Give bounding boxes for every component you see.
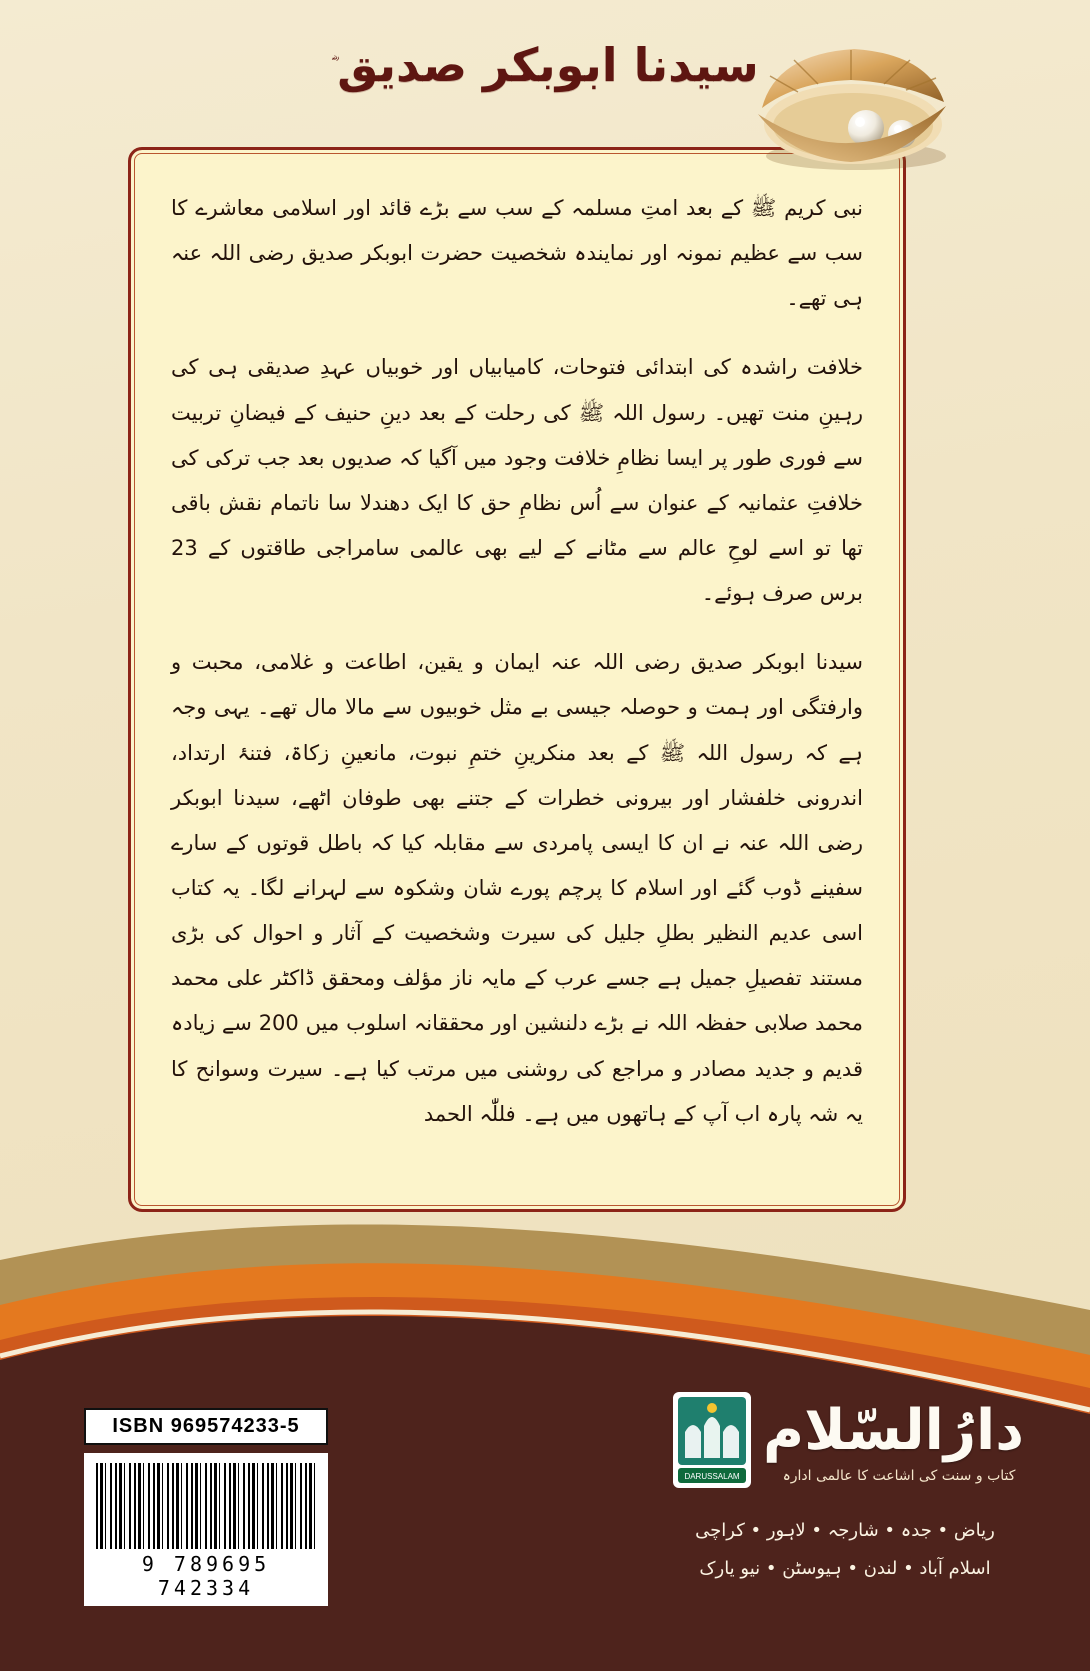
blurb-paragraph: خلافت راشدہ کی ابتدائی فتوحات، کامیابیاں اور خوبیاں عہدِ صدیقی ہی کی رہینِ منت تھیں۔ رسول اللہ ﷺ کی رحلت کے بعد دینِ حنیف کے فیضانِ تربیت سے فوری طور پر ایسا نظامِ خلافت وجود میں آگیا کہ صدیوں بعد جب ترکی کی خلافتِ عثمانیہ کے عنوان سے اُس نظامِ حق کا ایک دھندلا سا ناتمام نقش باقی تھا تو اسے لوحِ عالم سے مٹانے کے لیے بھی عالمی سامراجی طاقتوں کے 23 برس صرف ہوئے۔ [171,355,863,606]
isbn-block [84,1408,328,1606]
barcode [84,1453,328,1606]
blurb-paragraph: نبی کریم ﷺ کے بعد امتِ مسلمہ کے سب سے بڑے قائد اور اسلامی معاشرے کا سب سے عظیم نمونہ اور نمایندہ شخصیت حضرت ابوبکر صدیق رضی اللہ عنہ ہی تھے۔ [171,196,863,311]
barcode-number: 9 789695 742334 [96,1549,316,1602]
cities-line-2: اسلام آباد • لندن • ہیوسٹن • نیو یارک [699,1557,991,1579]
barcode-bars [96,1463,316,1549]
isbn-label: ISBN 969574233-5 [84,1408,328,1445]
publisher-tagline: کتاب و سنت کی اشاعت کا عالمی ادارہ [782,1467,1016,1484]
logo-text: DARUSSALAM [684,1472,740,1481]
oyster-pearls-icon [748,44,954,176]
blurb-box [128,147,906,1212]
publisher-name: دارُالسّلام [763,1398,1024,1463]
publisher-cities [660,1512,1030,1588]
blurb-paragraph: سیدنا ابوبکر صدیق رضی اللہ عنہ ایمان و یقین، اطاعت و غلامی، محبت و وارفتگی اور ہمت و حوصلہ جیسی بے مثل خوبیوں سے مالا مال تھے۔ یہی وجہ ہے کہ رسول اللہ ﷺ کے بعد منکرینِ ختمِ نبوت، مانعینِ زکاۃ، فتنۂ ارتداد، اندرونی خلفشار اور بیرونی خطرات کے جتنے بھی طوفان اٹھے، سیدنا ابوبکر رضی اللہ عنہ نے ان کا ایسی پامردی سے مقابلہ کیا کہ باطل قوتوں کے سارے سفینے ڈوب گئے اور اسلام کا پرچم پورے شان وشکوہ سے لہرانے لگا۔ یہ کتاب اسی عدیم النظیر بطلِ جلیل کی سیرت وشخصیت کے آثار و احوال کی بڑی مستند تفصیلِ جمیل ہے جسے عرب کے مایہ ناز مؤلف ومحقق ڈاکٹر علی محمد محمد صلابی حفظہ اللہ نے بڑے دلنشین اور محققانہ اسلوب میں 200 سے زیادہ قدیم و جدید مصادر و مراجع کی روشنی میں مرتب کیا ہے۔ سیرت وسوانح کا یہ شہ پارہ اب آپ کے ہاتھوں میں ہے۔ فللّٰہ الحمد [171,650,863,1126]
cities-line-1: ریاض • جدہ • شارجہ • لاہور • کراچی [695,1520,995,1541]
book-title: سیدنا ابوبکر صدیق [337,38,759,92]
publisher-block [664,1392,1024,1488]
darussalam-logo-icon [673,1392,751,1488]
